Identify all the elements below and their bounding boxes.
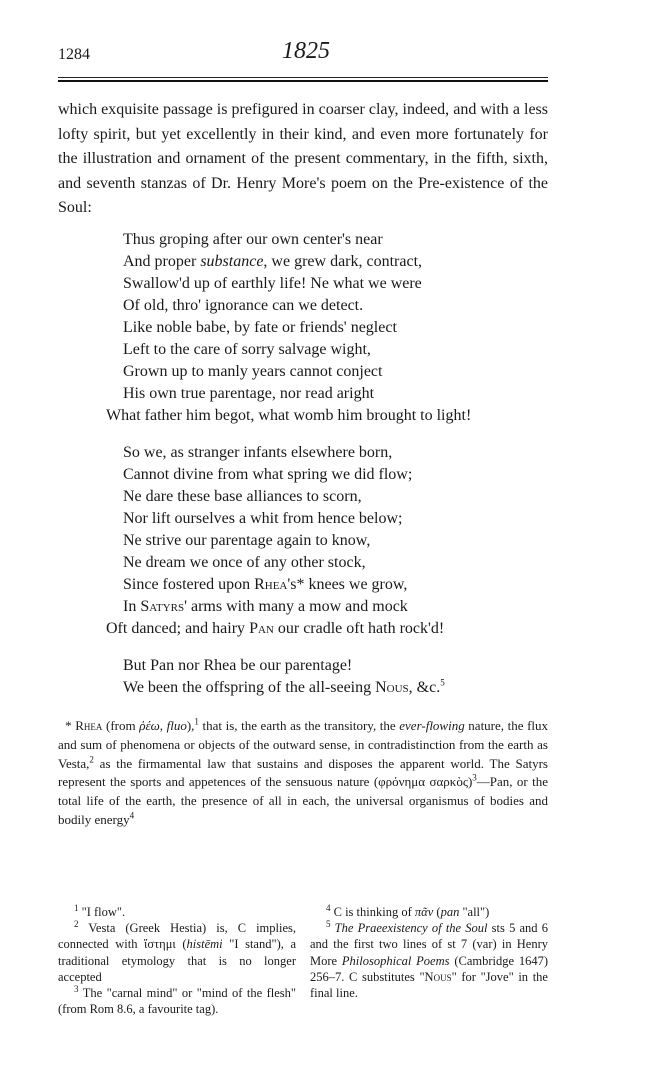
poem-line: Left to the care of sorry salvage wight, bbox=[123, 341, 371, 358]
poem-line: Grown up to manly years cannot conject bbox=[123, 363, 383, 380]
footnote-5: $^5$ The Praeexistency of the Soul sts 5 and 6 and the first two lines of st 7 (var) in Henry More Philosophical Poems (Cambridge 1647) 256–7. C substitutes "Nous" for "Jove" in the final line. bbox=[310, 919, 549, 1001]
body-paragraph: which exquisite passage is prefigured in coarser clay, indeed, and with a less lofty spirit, but yet excellently in their kind, and even more fortunately for the illustration and ornament of the present commentary, in the fifth, sixth, and seventh stanzas of Dr. Henry More's poem on the Pre-existence of the Soul: bbox=[58, 101, 548, 216]
poem-line: Ne dream we once of any other stock, bbox=[123, 554, 366, 571]
poem-line: What father him begot, what womb him brought to light! bbox=[106, 407, 472, 424]
poem-line: But Pan nor Rhea be our parentage! bbox=[123, 657, 353, 674]
poem-line: So we, as stranger infants elsewhere born, bbox=[123, 444, 393, 461]
footnotes-right-column bbox=[310, 904, 548, 1001]
poem-line: Thus groping after our own center's near bbox=[123, 231, 383, 248]
poem-stanza-1 bbox=[0, 229, 650, 427]
poem-line: Ne dare these base alliances to scorn, bbox=[123, 488, 362, 505]
poem-line: His own true parentage, nor read aright bbox=[123, 385, 375, 402]
poem-line: Like noble babe, by fate or friends' neglect bbox=[123, 319, 397, 336]
poem-line: Cannot divine from what spring we did flow; bbox=[123, 466, 413, 483]
footnote-3: $^3$ The "carnal mind" or "mind of the flesh" (from Rom 8.6, a favourite tag). bbox=[58, 983, 296, 1017]
poem-stanza-2 bbox=[0, 442, 650, 640]
footnote-4: $^4$ C is thinking of πᾶν (pan "all") bbox=[326, 902, 490, 919]
poem-line: Nor lift ourselves a whit from hence below; bbox=[123, 510, 403, 527]
poem-line: We been the offspring of the all-seeing Nous, &c.$^5$ bbox=[123, 677, 445, 696]
footnote-2: $^2$ Vesta (Greek Hestia) is, C implies, connected with ἵστημι (histēmi "I stand"), a traditional etymology that is no longer accepted bbox=[58, 919, 297, 984]
poem-stanza-3 bbox=[0, 655, 650, 699]
poem-line: And proper substance, we grew dark, contract, bbox=[123, 253, 423, 270]
footnote-rhea: * Rhea (from ῥέω, fluo),$^1$ that is, the earth as the transitory, the ever-flowing nature, the flux and sum of phenomena or objects of the outward sense, in contradistinction from the earth as Vesta,$^2$ as the firmamental law that sustains and disposes the apparent world. The Satyrs represent the sports and appetences of the sensuous nature (φρόνημα σαρκὸς)$^3$—Pan, or the total life of the earth, the presence of all in each, the universal organismus of bodies and bodily energy$^4$ bbox=[58, 716, 549, 827]
poem-line: Swallow'd up of earthly life! Ne what we were bbox=[123, 275, 422, 292]
page-number: 1284 bbox=[58, 46, 90, 63]
header-rule-thick bbox=[58, 80, 548, 82]
footnotes-left-column bbox=[58, 904, 296, 1017]
footnote-1: $^1$ "I flow". bbox=[74, 902, 126, 919]
poem-line: Oft danced; and hairy Pan our cradle oft hath rock'd! bbox=[106, 620, 445, 637]
header-rule-thin bbox=[58, 77, 548, 78]
running-header-year: 1825 bbox=[282, 38, 330, 64]
poem-line: Since fostered upon Rhea's* knees we grow, bbox=[123, 576, 408, 593]
poem-line: Of old, thro' ignorance can we detect. bbox=[123, 297, 364, 314]
poem-line: Ne strive our parentage again to know, bbox=[123, 532, 371, 549]
poem-line: In Satyrs' arms with many a mow and mock bbox=[123, 598, 408, 615]
